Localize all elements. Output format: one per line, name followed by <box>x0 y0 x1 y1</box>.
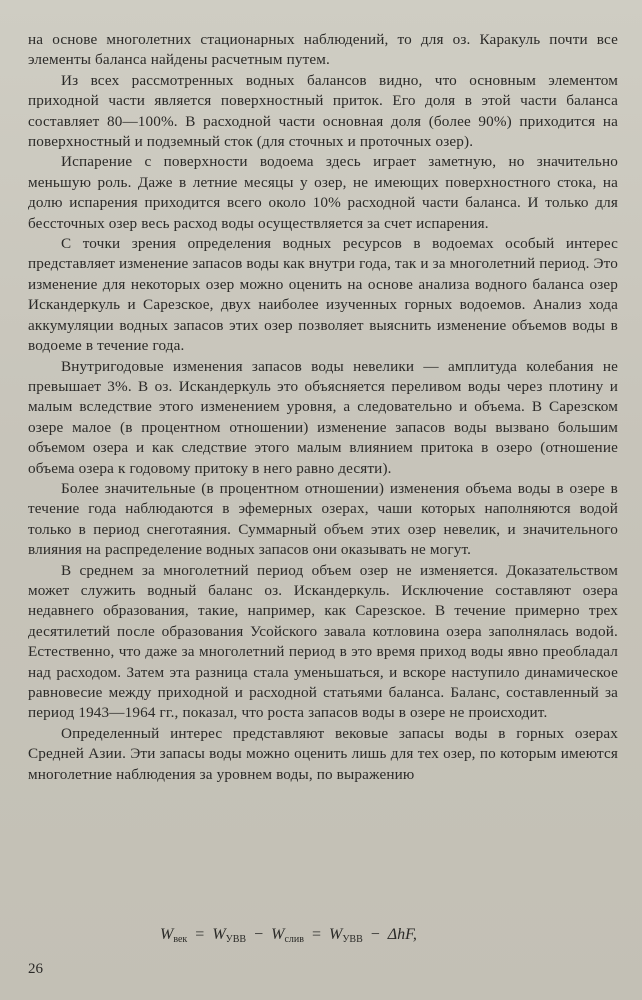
formula-subscript: слив <box>284 934 304 945</box>
paragraph: Испарение с поверхности водоема здесь играет заметную, но значительно меньшую роль. Даже в летние месяцы у озер, не имеющих поверхностного стока, на долю испарения приходится всего около 10% расходной части баланса. И только для бессточных озер весь расход воды осуществляется за счет испарения. <box>28 153 618 232</box>
paragraph: В среднем за многолетний период объем озер не изменяется. Доказательством может служить водный баланс оз. Искандеркуль. Исключение составляют озера недавнего образования, такие, например, как Сарезское. В течение примерно трех десятилетий после образования Усойского завала котловина озера заполнялась водой. Естественно, что даже за многолетний период в это время приход воды явно преобладал над расходом. Затем эта разница стала уменьшаться, и вскоре наступило динамическое равновесие между приходной и расходной статьями баланса. Баланс, составленный за период 1943—1964 гг., показал, что роста запасов воды в озере не происходит. <box>28 561 618 722</box>
formula-symbol: W <box>160 926 174 943</box>
formula-operator: − <box>254 926 264 943</box>
formula-subscript: УВВ <box>225 934 247 945</box>
paragraph: Из всех рассмотренных водных балансов видно, что основным элементом приходной части является поверхностный приток. Его доля в этой части баланса составляет 80—100%. В расходной части основная доля (более 90%) приходится на поверхностный и подземный сток (для сточных и проточных озер). <box>28 71 618 151</box>
page-number: 26 <box>28 961 43 977</box>
formula-subscript: УВВ <box>342 934 363 945</box>
page-body <box>28 30 618 785</box>
paragraph: С точки зрения определения водных ресурсов в водоемах особый интерес представляет изменение запасов воды как внутри года, так и за многолетний период. Это изменение для некоторых озер можно оценить на основе анализа водного баланса озер Искандеркуль и Сарезское, двух наиболее изученных горных водоемов. Анализ хода аккумуляции водных запасов этих озер позволяет выяснить изменение объемов воды в водоеме в течение года. <box>28 235 618 355</box>
paragraph: Более значительные (в процентном отношении) изменения объема воды в озере в течение года наблюдаются в эфемерных озерах, чаши которых наполняются водой только в период снеготаяния. Суммарный объем этих озер невелик, и значительного влияния на распределение водных запасов они оказывать не могут. <box>28 479 618 559</box>
formula-symbol: W <box>271 926 285 943</box>
formula-term: ΔhF, <box>387 926 417 943</box>
formula <box>160 926 417 945</box>
formula-operator: − <box>370 926 380 943</box>
paragraph: на основе многолетних стационарных наблюдений, то для оз. Каракуль почти все элементы баланса найдены расчетным путем. <box>28 31 618 69</box>
formula-subscript: век <box>173 934 188 945</box>
paragraph: Внутригодовые изменения запасов воды невелики — амплитуда колебания не превышает 3%. В оз. Искандеркуль это объясняется переливом воды через плотину и малым вследствие этого изменением уровня, а следовательно и объема. В Сарезском озере малое (в процентном отношении) изменение запасов воды вызвано большим объемом озера и как следствие этого малым влиянием притока в озеро (отношение объема озера к годовому притоку в него равно десяти). <box>28 357 618 477</box>
paragraph: Определенный интерес представляют вековые запасы воды в горных озерах Средней Азии. Эти запасы воды можно оценить лишь для тех озер, по которым имеются многолетние наблюдения за уровнем воды, по выражению <box>28 724 618 783</box>
formula-symbol: W <box>328 926 343 943</box>
formula-operator: = <box>311 926 321 943</box>
formula-symbol: W <box>212 926 226 943</box>
formula-operator: = <box>195 926 205 943</box>
